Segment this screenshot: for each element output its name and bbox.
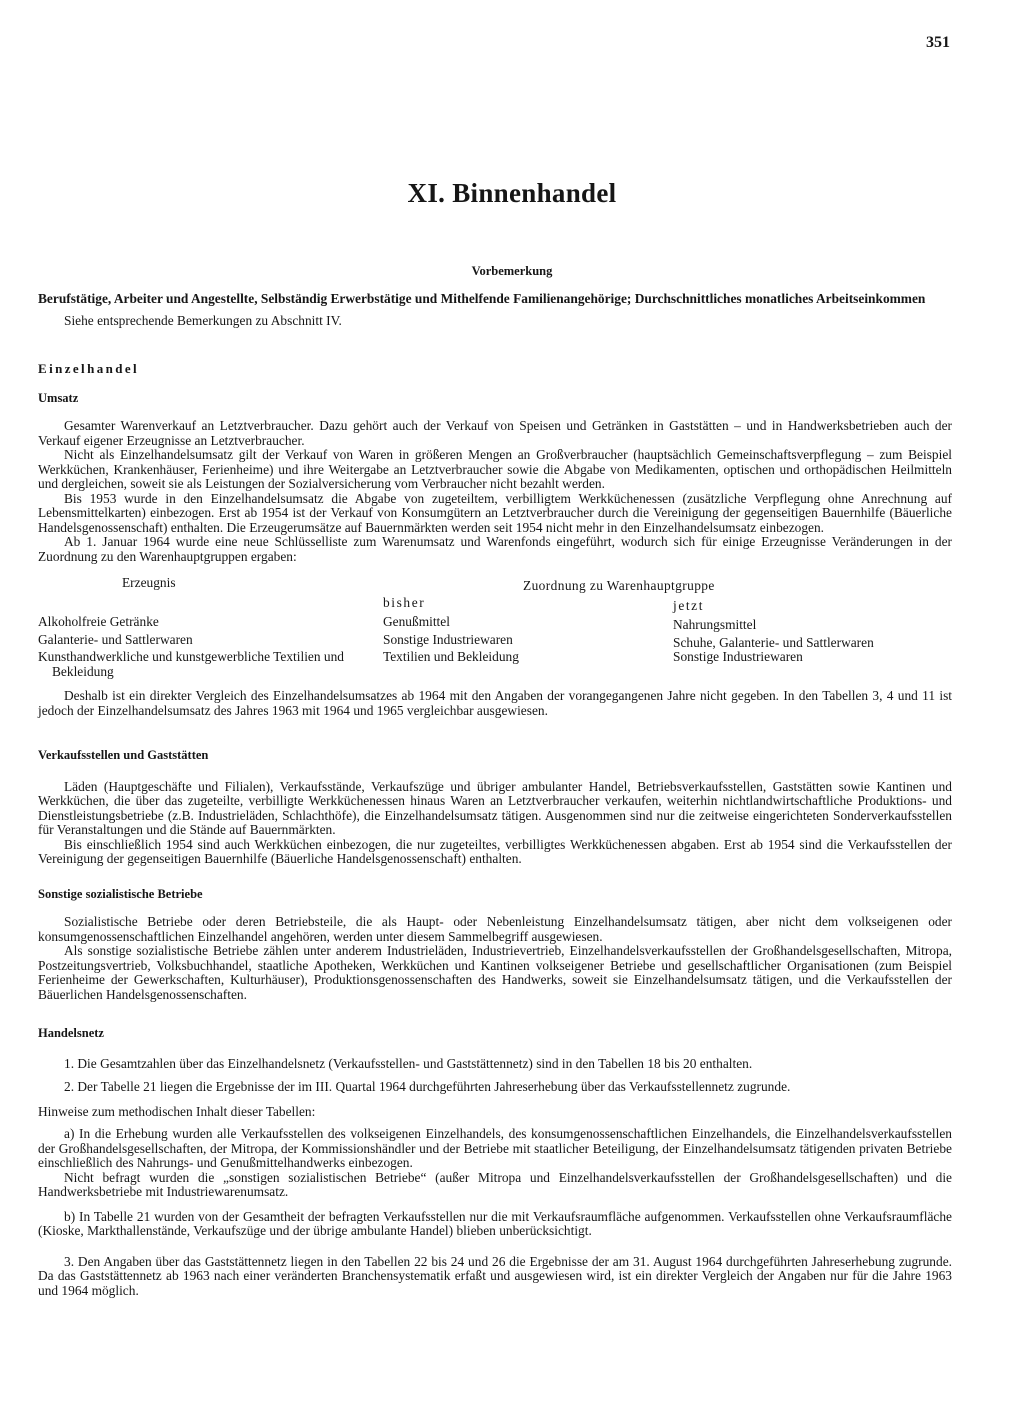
retail-paragraph-4: Ab 1. Januar 1964 wurde eine neue Schlüsselliste zum Warenumsatz und Warenfonds eingeführt, wodurch sich für einige Erzeugnisse Veränderungen in der Zuordnung zu den Warenhauptgruppen ergaben: <box>38 534 952 564</box>
table-header-before: bisher <box>383 594 426 610</box>
network-item-2: 2. Der Tabelle 21 liegen die Ergebnisse der im III. Quartal 1964 durchgeführten Jahreserhebung über das Verkaufsstellennetz zugrunde. <box>64 1079 791 1094</box>
table-cell-now: Sonstige Industriewaren <box>673 649 803 664</box>
socialist-paragraph-1: Sozialistische Betriebe oder deren Betriebsteile, die als Haupt- oder Nebenleistung Einzelhandelsumsatz tätigen, aber nicht dem volkseigenen oder konsumgenossenschaftlichen Einzelhandel angehören, werden unter diesem Sammelbegriff ausgewiesen. <box>38 914 952 944</box>
page-number: 351 <box>926 34 950 51</box>
section-outlets-heading: Verkaufsstellen und Gaststätten <box>38 748 209 762</box>
table-cell-product: Alkoholfreie Getränke <box>38 614 159 629</box>
network-note-a: a) In die Erhebung wurden alle Verkaufsstellen des volkseigenen Einzelhandels, des konsumgenossenschaftlichen Einzelhandels, die Einzelhandelsverkaufsstellen der Großhandelsgesellschaften, der Mitropa, der Kommissionshändler und der Betriebe mit staatlicher Beteiligung, der Einzelhandelsumsatz tätigenden privaten Betriebe einschließlich des Nahrungs- und Genußmittelhandwerks einbezogen. <box>38 1126 952 1170</box>
table-cell-product: Kunsthandwerkliche und kunstgewerbliche Textilien und Bekleidung <box>38 649 344 679</box>
section-socialist-heading: Sonstige sozialistische Betriebe <box>38 886 203 901</box>
retail-after-table: Deshalb ist ein direkter Vergleich des Einzelhandelsumsatzes ab 1964 mit den Angaben der vorangegangenen Jahre nicht gegeben. In den Tabellen 3, 4 und 11 ist jedoch der Einzelhandelsumsatz des Jahres 1963 mit 1964 und 1965 vergleichbar ausgewiesen. <box>38 688 952 718</box>
section-employees-text: Siehe entsprechende Bemerkungen zu Abschnitt IV. <box>64 312 342 328</box>
preliminary-heading: Vorbemerkung <box>471 264 553 278</box>
outlets-paragraph-2: Bis einschließlich 1954 sind auch Werkküchen einbezogen, die nur zugeteiltes, verbilligtes Werkküchenessen abgaben. Erst ab 1954 sind die Verkaufsstellen der Vereinigung der gegenseitigen Bauernhilfe (Bäuerliche Handelsgenossenschaft) enthalten. <box>38 836 952 866</box>
network-note-a2: Nicht befragt wurden die „sonstigen sozialistischen Betriebe“ (außer Mitropa und Einzelhandelsverkaufsstellen der Großhandelsgesellschaften) und die Handwerksbetriebe mit Industriewarenumsatz. <box>38 1169 952 1199</box>
retail-paragraph-1: Gesamter Warenverkauf an Letztverbraucher. Dazu gehört auch der Verkauf von Speisen und Getränken in Gaststätten – und in Handwerksbetrieben auch der Verkauf eigener Erzeugnisse an Letztverbraucher. <box>38 418 952 448</box>
socialist-paragraph-2: Als sonstige sozialistische Betriebe zählen unter anderem Industrieläden, Industrievertrieb, Einzelhandelsverkaufsstellen der Großhandelsgesellschaften, Mitropa, Postzeitungsvertrieb, Volksbuchhandel, staatliche Apotheken, Werkküchen und Kantinen volkseigener Betriebe und gesellschaftlicher Organisationen (zum Beispiel Ferienheime der Gewerkschaften, Kulturhäuser), Produktionsgenossenschaften des Handwerks, soweit sie Einzelhandelsumsatz tätigen, und die Verkaufsstellen der Bäuerlichen Handelsgenossenschaften. <box>38 943 952 1002</box>
retail-paragraph-2: Nicht als Einzelhandelsumsatz gilt der Verkauf von Waren in größeren Mengen an Großverbraucher (hauptsächlich Gemeinschaftsverpflegung – zum Beispiel Werkküchen, Krankenhäuser, Ferienheime) und ihre Weitergabe an Letztverbraucher sowie die Abgabe von Medikamenten, optischen und orthopädischen Heilmitteln und dergleichen, soweit sie als Leistungen der Sozialversicherung vom Verbraucher nicht bezahlt werden. <box>38 447 952 491</box>
section-employees-heading: Berufstätige, Arbeiter und Angestellte, Selbständig Erwerbstätige und Mithelfende Familienangehörige; Durchschnittliches monatliches Arbeitseinkommen <box>38 291 926 306</box>
table-header-row <box>38 576 952 594</box>
table-header-product: Erzeugnis <box>122 575 176 590</box>
table-subheader-row <box>38 596 952 614</box>
network-item-1: 1. Die Gesamtzahlen über das Einzelhandelsnetz (Verkaufsstellen- und Gaststättennetz) sind in den Tabellen 18 bis 20 enthalten. <box>64 1055 753 1071</box>
table-cell-before: Textilien und Bekleidung <box>383 649 519 664</box>
network-note-b: b) In Tabelle 21 wurden von der Gesamtheit der befragten Verkaufsstellen nur die mit Verkaufsraumfläche aufgenommen. Verkaufsstellen ohne Verkaufsraumfläche (Kioske, Markthallenstände, Verkaufszüge und der übrige ambulante Handel) blieben unberücksichtigt. <box>38 1208 952 1238</box>
table-row <box>38 650 952 679</box>
table-cell-product: Galanterie- und Sattlerwaren <box>38 631 193 647</box>
table-row <box>38 633 952 651</box>
chapter-title: XI. Binnenhandel <box>407 178 617 208</box>
table-row <box>38 615 952 633</box>
section-retail-subheading: Umsatz <box>38 390 79 405</box>
table-cell-before: Sonstige Industriewaren <box>383 631 513 647</box>
retail-paragraph-3: Bis 1953 wurde in den Einzelhandelsumsatz die Abgabe von zugeteiltem, verbilligtem Werkküchenessen (zusätzliche Verpflegung ohne Anrechnung auf Lebensmittelkarten) einbezogen. Erst ab 1954 ist der Verkauf von Konsumgütern an Letztverbraucher durch die Vereinigung der gegenseitigen Bauernhilfe (Bäuerliche Handelsgenossenschaft) enthalten. Die Erzeugerumsätze auf Bauernmärkten werden seit 1954 nicht mehr in den Einzelhandelsumsatz einbezogen. <box>38 490 952 535</box>
table-cell-now: Nahrungsmittel <box>673 617 757 632</box>
network-notes-heading: Hinweise zum methodischen Inhalt dieser Tabellen: <box>38 1103 316 1119</box>
outlets-paragraph-1: Läden (Hauptgeschäfte und Filialen), Verkaufsstände, Verkaufszüge und übriger ambulanter Handel, Betriebsverkaufsstellen, Gaststätten sowie Kantinen und Werkküchen, die über das zugeteilte, verbilligte Werkküchenessen hinaus Waren an Letztverbraucher verkaufen, weiterhin nichtlandwirtschaftliche Produktions- und Dienstleistungsbetriebe (z.B. Industrieläden, Schlachthöfe), die Einzelhandelsumsatz tätigen. Ausgenommen sind nur die zeitweise eingerichteten Sonderverkaufsstellen für Veranstaltungen und die Stände auf Bauernmärkten. <box>38 778 952 837</box>
table-cell-before: Genußmittel <box>383 614 450 629</box>
table-cell-now: Schuhe, Galanterie- und Sattlerwaren <box>673 634 874 650</box>
table-header-now: jetzt <box>673 597 705 613</box>
network-item-3: 3. Den Angaben über das Gaststättennetz liegen in den Tabellen 22 bis 24 und 26 die Ergebnisse der am 31. August 1964 durchgeführten Jahreserhebung zugrunde. Da das Gaststättennetz ab 1963 nach einer veränderten Branchensystematik erfaßt und ausgewiesen wird, ist ein direkter Vergleich der Angaben nur für die Jahre 1963 und 1964 möglich. <box>38 1253 952 1298</box>
table-header-assignment: Zuordnung zu Warenhauptgruppe <box>523 578 715 593</box>
document-body <box>38 292 952 1298</box>
section-retail-heading: Einzelhandel <box>38 361 140 376</box>
assignment-table <box>38 576 952 679</box>
section-network-heading: Handelsnetz <box>38 1026 104 1040</box>
